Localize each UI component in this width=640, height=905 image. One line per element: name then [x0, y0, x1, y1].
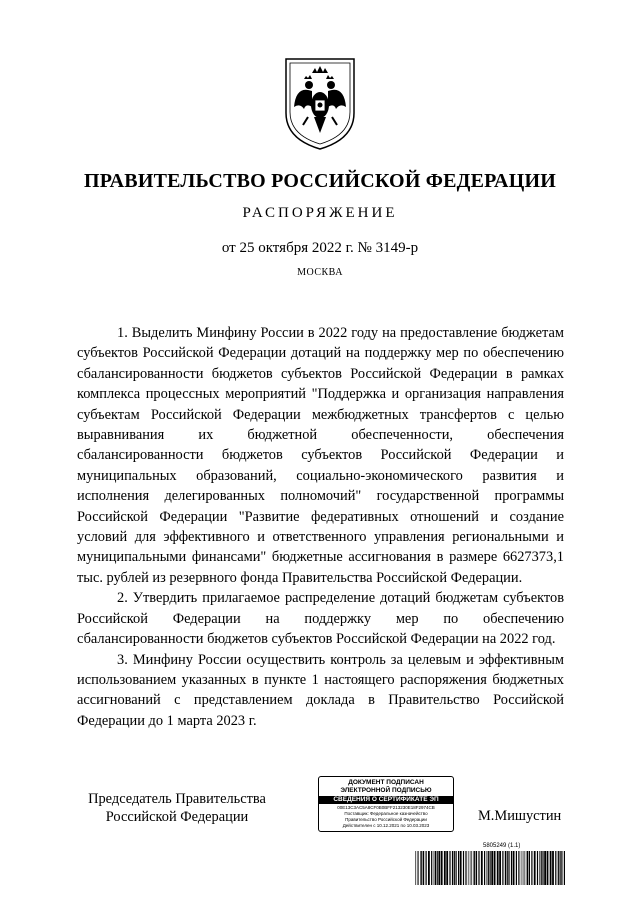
city: МОСКВА: [297, 267, 343, 278]
paragraph-1: 1. Выделить Минфину России в 2022 году на предоставление бюджетам субъектов Российской Федерации дотаций на поддержку мер по обеспечению сбалансированности бюджетов субъектов Российской Федерации в рамках комплекса процессных мероприятий "Поддержка и организация направления субъектам Российской Федерации межбюджетных трансфертов с целью выравнивания их бюджетной обеспеченности, обеспечения сбалансированности бюджетов субъектов Российской Федерации и муниципальных образований, социально-экономического развития и исполнения делегированных полномочий" государственной программы Российской Федерации "Развитие федеративных отношений и создание условий для эффективного и ответственного управления региональными и муниципальными финансами" бюджетные ассигнования в размере 6627373,1 тыс. рублей из резервного фонда Правительства Российской Федерации.: [77, 325, 564, 586]
stamp-issuer: Поставщик: Федеральное казначейство: [344, 811, 428, 816]
barcode-number: 5805249 (1.1): [483, 843, 521, 849]
stamp-line-1: ДОКУМЕНТ ПОДПИСАН: [348, 779, 424, 786]
signatory-name: М.Мишустин: [478, 808, 562, 824]
signatory-position: [77, 790, 277, 826]
barcode-image: [415, 851, 567, 885]
paragraph-2: 2. Утвердить прилагаемое распределение дотаций бюджетам субъектов Российской Федерации на поддержку мер по обеспечению сбалансированности бюджетов субъектов Российской Федерации на 2022 год.: [77, 590, 564, 648]
stamp-certificate-header: СВЕДЕНИЯ О СЕРТИФИКАТЕ ЭП: [319, 796, 453, 804]
stamp-owner: Правительство Российской Федерации: [345, 817, 427, 822]
electronic-signature-stamp: [318, 776, 454, 832]
document-type: РАСПОРЯЖЕНИЕ: [242, 205, 398, 221]
stamp-line-2: ЭЛЕКТРОННОЙ ПОДПИСЬЮ: [340, 787, 432, 794]
position-line-2: Российской Федерации: [105, 809, 249, 825]
document-body: [77, 323, 564, 731]
position-line-1: Председатель Правительства: [88, 791, 266, 807]
date-and-number: от 25 октября 2022 г. № 3149-р: [221, 240, 419, 256]
paragraph-3: 3. Минфину России осуществить контроль за целевым и эффективным использованием указанных в пункте 1 настоящего распоряжения бюджетных ассигнований с представлением доклада в Правительство Российской Федерации до 1 марта 2023 г.: [77, 651, 564, 729]
stamp-validity: Действителен с 10.12.2021 по 10.03.2023: [342, 823, 430, 828]
stamp-serial: 00E13C3AC5A8CF0B0BFF213230E18F2974CB: [337, 805, 435, 810]
coat-of-arms-emblem: [282, 55, 358, 151]
government-title: ПРАВИТЕЛЬСТВО РОССИЙСКОЙ ФЕДЕРАЦИИ: [84, 170, 556, 192]
